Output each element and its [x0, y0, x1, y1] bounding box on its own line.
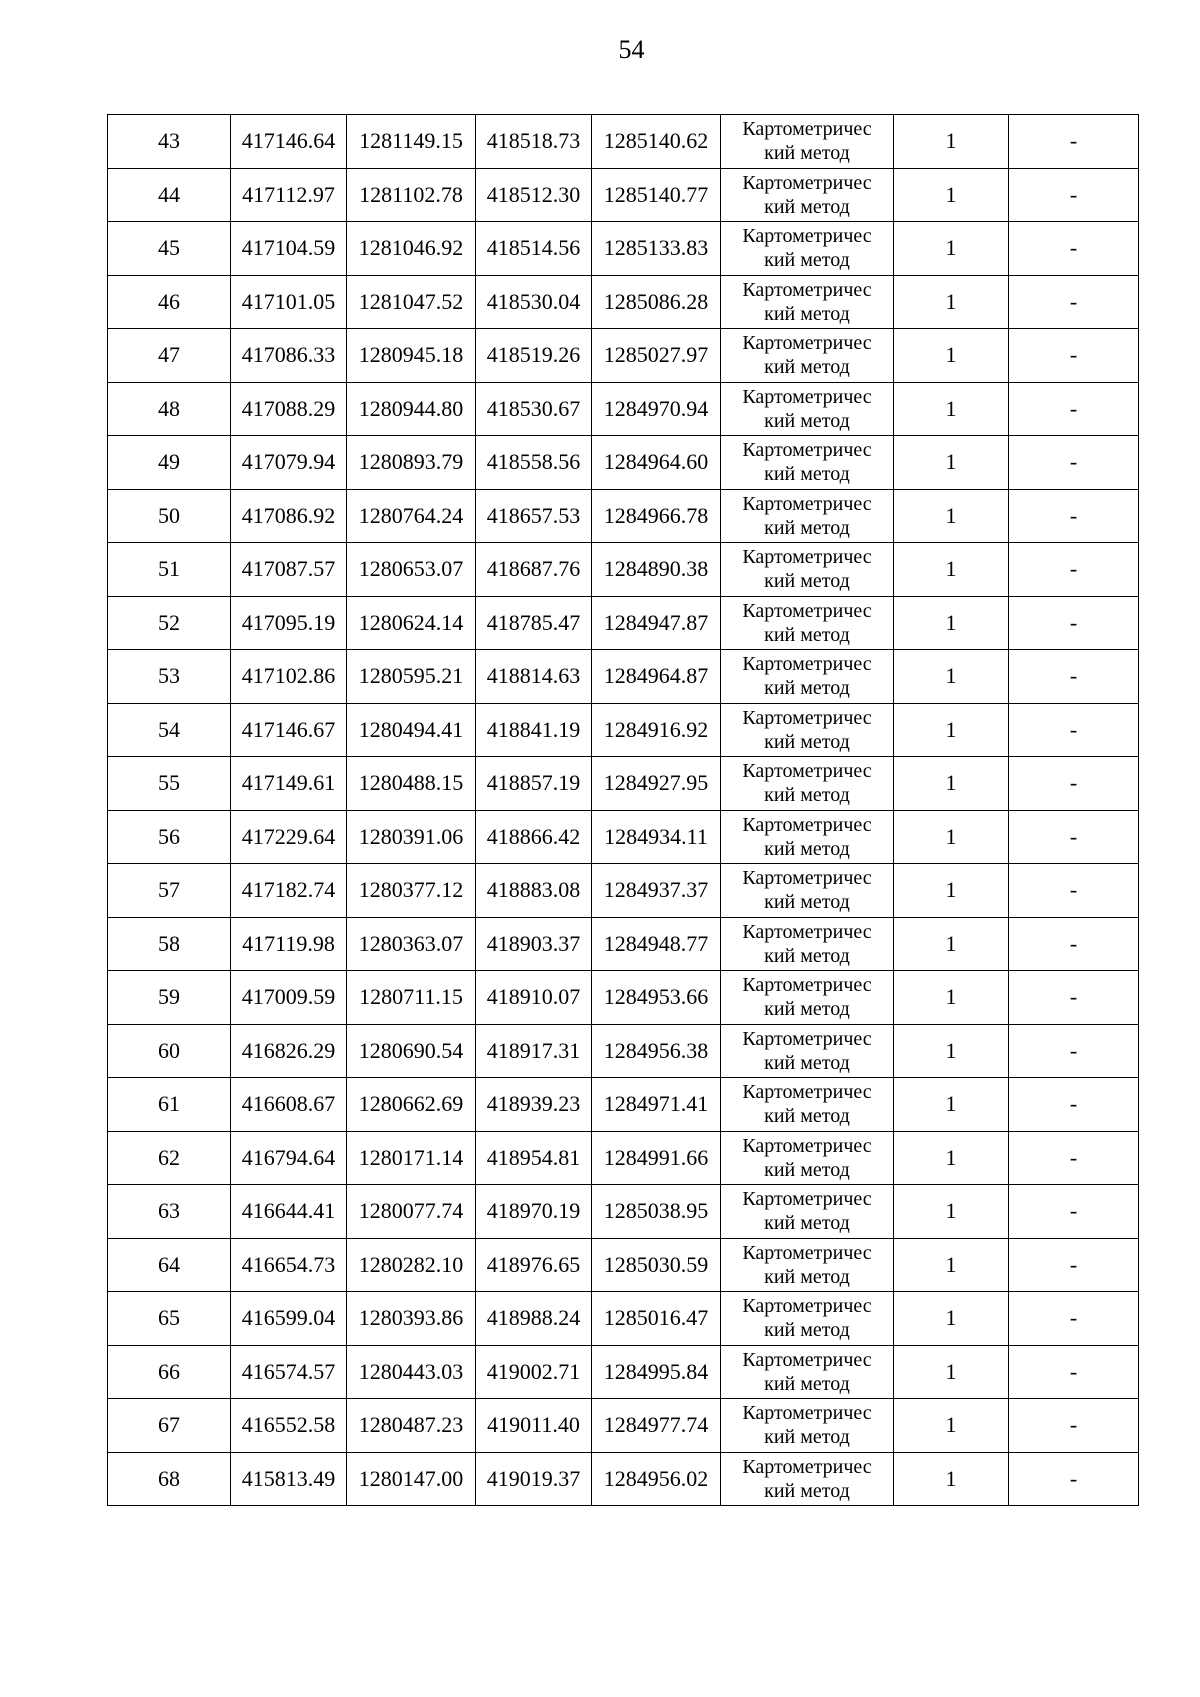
x1-cell: 417086.33	[231, 329, 347, 383]
note-cell: -	[1009, 757, 1139, 811]
y1-cell: 1280391.06	[347, 810, 476, 864]
y2-cell: 1284927.95	[592, 757, 721, 811]
x2-cell: 418939.23	[476, 1078, 592, 1132]
point-number-cell: 51	[108, 543, 231, 597]
method-line-2: кий метод	[764, 1158, 850, 1181]
note-cell: -	[1009, 917, 1139, 971]
method-line-2: кий метод	[764, 302, 850, 325]
method-line-1: Картометричес	[742, 1295, 872, 1318]
method-line-2: кий метод	[764, 891, 850, 914]
accuracy-cell: 1	[894, 543, 1009, 597]
x2-cell: 418785.47	[476, 596, 592, 650]
note-cell: -	[1009, 703, 1139, 757]
note-cell: -	[1009, 115, 1139, 169]
x1-cell: 417146.64	[231, 115, 347, 169]
method-line-2: кий метод	[764, 1319, 850, 1342]
y2-cell: 1285016.47	[592, 1292, 721, 1346]
method-line-1: Картометричес	[742, 492, 872, 515]
x1-cell: 417149.61	[231, 757, 347, 811]
y1-cell: 1280377.12	[347, 864, 476, 918]
note-cell: -	[1009, 1131, 1139, 1185]
accuracy-cell: 1	[894, 1024, 1009, 1078]
point-number-cell: 52	[108, 596, 231, 650]
x2-cell: 418970.19	[476, 1185, 592, 1239]
y2-cell: 1284916.92	[592, 703, 721, 757]
method-line-1: Картометричес	[742, 813, 872, 836]
y1-cell: 1280595.21	[347, 650, 476, 704]
table-row	[108, 275, 1139, 329]
coordinates-table	[107, 114, 1139, 1506]
y1-cell: 1280711.15	[347, 971, 476, 1025]
y1-cell: 1280282.10	[347, 1238, 476, 1292]
accuracy-cell: 1	[894, 382, 1009, 436]
note-cell: -	[1009, 864, 1139, 918]
method-line-1: Картометричес	[742, 706, 872, 729]
method-line-1: Картометричес	[742, 1348, 872, 1371]
accuracy-cell: 1	[894, 1238, 1009, 1292]
method-cell	[721, 489, 894, 543]
method-cell	[721, 650, 894, 704]
y2-cell: 1284956.02	[592, 1452, 721, 1506]
accuracy-cell: 1	[894, 757, 1009, 811]
y2-cell: 1284971.41	[592, 1078, 721, 1132]
y2-cell: 1284964.87	[592, 650, 721, 704]
method-line-2: кий метод	[764, 784, 850, 807]
y2-cell: 1284947.87	[592, 596, 721, 650]
method-line-1: Картометричес	[742, 974, 872, 997]
y2-cell: 1284977.74	[592, 1399, 721, 1453]
method-cell	[721, 329, 894, 383]
x2-cell: 418903.37	[476, 917, 592, 971]
note-cell: -	[1009, 1399, 1139, 1453]
x1-cell: 417146.67	[231, 703, 347, 757]
table-row	[108, 1024, 1139, 1078]
x2-cell: 418530.67	[476, 382, 592, 436]
y2-cell: 1284948.77	[592, 917, 721, 971]
accuracy-cell: 1	[894, 1452, 1009, 1506]
method-line-2: кий метод	[764, 944, 850, 967]
accuracy-cell: 1	[894, 596, 1009, 650]
method-line-2: кий метод	[764, 1479, 850, 1502]
x2-cell: 418841.19	[476, 703, 592, 757]
method-line-2: кий метод	[764, 356, 850, 379]
table-row	[108, 222, 1139, 276]
method-line-1: Картометричес	[742, 653, 872, 676]
method-cell	[721, 1452, 894, 1506]
table-row	[108, 1292, 1139, 1346]
x2-cell: 418814.63	[476, 650, 592, 704]
note-cell: -	[1009, 1024, 1139, 1078]
table-row	[108, 703, 1139, 757]
method-cell	[721, 1345, 894, 1399]
x1-cell: 417229.64	[231, 810, 347, 864]
table-row	[108, 1345, 1139, 1399]
y2-cell: 1284937.37	[592, 864, 721, 918]
table-row	[108, 810, 1139, 864]
accuracy-cell: 1	[894, 489, 1009, 543]
method-line-1: Картометричес	[742, 439, 872, 462]
x1-cell: 416599.04	[231, 1292, 347, 1346]
method-line-2: кий метод	[764, 463, 850, 486]
method-cell	[721, 864, 894, 918]
x2-cell: 419011.40	[476, 1399, 592, 1453]
x1-cell: 416644.41	[231, 1185, 347, 1239]
method-cell	[721, 971, 894, 1025]
method-cell	[721, 1078, 894, 1132]
y1-cell: 1281046.92	[347, 222, 476, 276]
y2-cell: 1284934.11	[592, 810, 721, 864]
x1-cell: 417095.19	[231, 596, 347, 650]
method-line-2: кий метод	[764, 837, 850, 860]
y2-cell: 1284995.84	[592, 1345, 721, 1399]
method-line-1: Картометричес	[742, 225, 872, 248]
method-line-2: кий метод	[764, 998, 850, 1021]
x1-cell: 416608.67	[231, 1078, 347, 1132]
table-row	[108, 596, 1139, 650]
method-cell	[721, 222, 894, 276]
y2-cell: 1284953.66	[592, 971, 721, 1025]
note-cell: -	[1009, 1238, 1139, 1292]
x1-cell: 417101.05	[231, 275, 347, 329]
y1-cell: 1280764.24	[347, 489, 476, 543]
method-line-1: Картометричес	[742, 1455, 872, 1478]
table-row	[108, 543, 1139, 597]
method-line-2: кий метод	[764, 677, 850, 700]
method-line-1: Картометричес	[742, 118, 872, 141]
method-line-2: кий метод	[764, 1372, 850, 1395]
table-row	[108, 436, 1139, 490]
note-cell: -	[1009, 275, 1139, 329]
x1-cell: 417086.92	[231, 489, 347, 543]
method-cell	[721, 1131, 894, 1185]
point-number-cell: 54	[108, 703, 231, 757]
x2-cell: 418657.53	[476, 489, 592, 543]
x2-cell: 418530.04	[476, 275, 592, 329]
x2-cell: 418954.81	[476, 1131, 592, 1185]
note-cell: -	[1009, 543, 1139, 597]
method-line-2: кий метод	[764, 623, 850, 646]
method-line-1: Картометричес	[742, 920, 872, 943]
y1-cell: 1280171.14	[347, 1131, 476, 1185]
x1-cell: 416794.64	[231, 1131, 347, 1185]
page-number: 54	[618, 35, 645, 64]
note-cell: -	[1009, 168, 1139, 222]
x1-cell: 417009.59	[231, 971, 347, 1025]
y2-cell: 1285140.77	[592, 168, 721, 222]
method-cell	[721, 810, 894, 864]
accuracy-cell: 1	[894, 168, 1009, 222]
x1-cell: 416574.57	[231, 1345, 347, 1399]
point-number-cell: 43	[108, 115, 231, 169]
x1-cell: 417087.57	[231, 543, 347, 597]
coordinates-table-body	[108, 115, 1139, 1506]
method-line-2: кий метод	[764, 730, 850, 753]
point-number-cell: 64	[108, 1238, 231, 1292]
point-number-cell: 58	[108, 917, 231, 971]
method-line-2: кий метод	[764, 195, 850, 218]
accuracy-cell: 1	[894, 864, 1009, 918]
x2-cell: 418883.08	[476, 864, 592, 918]
accuracy-cell: 1	[894, 222, 1009, 276]
accuracy-cell: 1	[894, 917, 1009, 971]
method-line-2: кий метод	[764, 570, 850, 593]
y2-cell: 1284966.78	[592, 489, 721, 543]
x2-cell: 418512.30	[476, 168, 592, 222]
x1-cell: 415813.49	[231, 1452, 347, 1506]
x2-cell: 418518.73	[476, 115, 592, 169]
x2-cell: 418857.19	[476, 757, 592, 811]
note-cell: -	[1009, 436, 1139, 490]
accuracy-cell: 1	[894, 1345, 1009, 1399]
method-line-1: Картометричес	[742, 1081, 872, 1104]
method-line-1: Картометричес	[742, 1402, 872, 1425]
x2-cell: 418687.76	[476, 543, 592, 597]
table-row	[108, 1238, 1139, 1292]
table-row	[108, 1185, 1139, 1239]
point-number-cell: 44	[108, 168, 231, 222]
y1-cell: 1280147.00	[347, 1452, 476, 1506]
table-row	[108, 1078, 1139, 1132]
method-cell	[721, 596, 894, 650]
x1-cell: 417102.86	[231, 650, 347, 704]
x1-cell: 416654.73	[231, 1238, 347, 1292]
accuracy-cell: 1	[894, 1399, 1009, 1453]
accuracy-cell: 1	[894, 650, 1009, 704]
method-cell	[721, 757, 894, 811]
accuracy-cell: 1	[894, 1131, 1009, 1185]
point-number-cell: 48	[108, 382, 231, 436]
method-line-1: Картометричес	[742, 1188, 872, 1211]
point-number-cell: 59	[108, 971, 231, 1025]
method-line-1: Картометричес	[742, 1027, 872, 1050]
note-cell: -	[1009, 1345, 1139, 1399]
x2-cell: 418988.24	[476, 1292, 592, 1346]
accuracy-cell: 1	[894, 1078, 1009, 1132]
method-cell	[721, 1024, 894, 1078]
point-number-cell: 68	[108, 1452, 231, 1506]
method-line-1: Картометричес	[742, 760, 872, 783]
method-line-2: кий метод	[764, 1265, 850, 1288]
y1-cell: 1280690.54	[347, 1024, 476, 1078]
method-line-1: Картометричес	[742, 332, 872, 355]
y1-cell: 1281102.78	[347, 168, 476, 222]
table-row	[108, 1399, 1139, 1453]
method-cell	[721, 917, 894, 971]
method-cell	[721, 1399, 894, 1453]
method-cell	[721, 436, 894, 490]
method-line-2: кий метод	[764, 1212, 850, 1235]
point-number-cell: 46	[108, 275, 231, 329]
point-number-cell: 61	[108, 1078, 231, 1132]
y1-cell: 1280624.14	[347, 596, 476, 650]
x2-cell: 418910.07	[476, 971, 592, 1025]
method-line-1: Картометричес	[742, 171, 872, 194]
method-line-2: кий метод	[764, 142, 850, 165]
y1-cell: 1280487.23	[347, 1399, 476, 1453]
note-cell: -	[1009, 329, 1139, 383]
x1-cell: 417119.98	[231, 917, 347, 971]
y2-cell: 1284956.38	[592, 1024, 721, 1078]
accuracy-cell: 1	[894, 1292, 1009, 1346]
y1-cell: 1280945.18	[347, 329, 476, 383]
note-cell: -	[1009, 810, 1139, 864]
method-cell	[721, 168, 894, 222]
method-cell	[721, 1185, 894, 1239]
x1-cell: 417104.59	[231, 222, 347, 276]
y2-cell: 1285038.95	[592, 1185, 721, 1239]
accuracy-cell: 1	[894, 971, 1009, 1025]
y2-cell: 1284991.66	[592, 1131, 721, 1185]
table-row	[108, 1131, 1139, 1185]
y1-cell: 1280494.41	[347, 703, 476, 757]
table-row	[108, 489, 1139, 543]
method-line-2: кий метод	[764, 409, 850, 432]
y2-cell: 1285030.59	[592, 1238, 721, 1292]
method-line-1: Картометричес	[742, 1241, 872, 1264]
x2-cell: 419019.37	[476, 1452, 592, 1506]
point-number-cell: 47	[108, 329, 231, 383]
y1-cell: 1280363.07	[347, 917, 476, 971]
method-line-2: кий метод	[764, 1105, 850, 1128]
point-number-cell: 67	[108, 1399, 231, 1453]
table-row	[108, 757, 1139, 811]
method-cell	[721, 115, 894, 169]
y1-cell: 1281149.15	[347, 115, 476, 169]
note-cell: -	[1009, 382, 1139, 436]
method-line-1: Картометричес	[742, 278, 872, 301]
method-cell	[721, 382, 894, 436]
table-row	[108, 1452, 1139, 1506]
y2-cell: 1284970.94	[592, 382, 721, 436]
y1-cell: 1280893.79	[347, 436, 476, 490]
method-cell	[721, 703, 894, 757]
x1-cell: 416826.29	[231, 1024, 347, 1078]
y2-cell: 1284964.60	[592, 436, 721, 490]
y2-cell: 1285140.62	[592, 115, 721, 169]
table-row	[108, 382, 1139, 436]
method-cell	[721, 275, 894, 329]
x1-cell: 417112.97	[231, 168, 347, 222]
y2-cell: 1284890.38	[592, 543, 721, 597]
point-number-cell: 56	[108, 810, 231, 864]
note-cell: -	[1009, 596, 1139, 650]
table-row	[108, 115, 1139, 169]
method-line-1: Картометричес	[742, 1134, 872, 1157]
point-number-cell: 50	[108, 489, 231, 543]
point-number-cell: 45	[108, 222, 231, 276]
method-line-1: Картометричес	[742, 546, 872, 569]
accuracy-cell: 1	[894, 1185, 1009, 1239]
accuracy-cell: 1	[894, 703, 1009, 757]
table-row	[108, 650, 1139, 704]
x2-cell: 419002.71	[476, 1345, 592, 1399]
accuracy-cell: 1	[894, 436, 1009, 490]
note-cell: -	[1009, 1185, 1139, 1239]
method-line-2: кий метод	[764, 516, 850, 539]
x1-cell: 417088.29	[231, 382, 347, 436]
x2-cell: 418519.26	[476, 329, 592, 383]
x2-cell: 418514.56	[476, 222, 592, 276]
note-cell: -	[1009, 1292, 1139, 1346]
point-number-cell: 63	[108, 1185, 231, 1239]
accuracy-cell: 1	[894, 115, 1009, 169]
table-row	[108, 971, 1139, 1025]
method-cell	[721, 1238, 894, 1292]
method-line-1: Картометричес	[742, 385, 872, 408]
y1-cell: 1280944.80	[347, 382, 476, 436]
point-number-cell: 66	[108, 1345, 231, 1399]
y1-cell: 1280662.69	[347, 1078, 476, 1132]
accuracy-cell: 1	[894, 329, 1009, 383]
method-line-1: Картометричес	[742, 867, 872, 890]
note-cell: -	[1009, 650, 1139, 704]
accuracy-cell: 1	[894, 810, 1009, 864]
note-cell: -	[1009, 1452, 1139, 1506]
note-cell: -	[1009, 222, 1139, 276]
accuracy-cell: 1	[894, 275, 1009, 329]
x1-cell: 417079.94	[231, 436, 347, 490]
y1-cell: 1280488.15	[347, 757, 476, 811]
y1-cell: 1281047.52	[347, 275, 476, 329]
point-number-cell: 57	[108, 864, 231, 918]
point-number-cell: 53	[108, 650, 231, 704]
y1-cell: 1280443.03	[347, 1345, 476, 1399]
y2-cell: 1285086.28	[592, 275, 721, 329]
table-row	[108, 864, 1139, 918]
note-cell: -	[1009, 489, 1139, 543]
y1-cell: 1280077.74	[347, 1185, 476, 1239]
method-line-2: кий метод	[764, 249, 850, 272]
table-row	[108, 329, 1139, 383]
x2-cell: 418866.42	[476, 810, 592, 864]
method-line-2: кий метод	[764, 1051, 850, 1074]
x2-cell: 418558.56	[476, 436, 592, 490]
y2-cell: 1285133.83	[592, 222, 721, 276]
point-number-cell: 55	[108, 757, 231, 811]
table-row	[108, 168, 1139, 222]
point-number-cell: 65	[108, 1292, 231, 1346]
y1-cell: 1280393.86	[347, 1292, 476, 1346]
x1-cell: 416552.58	[231, 1399, 347, 1453]
point-number-cell: 62	[108, 1131, 231, 1185]
y2-cell: 1285027.97	[592, 329, 721, 383]
note-cell: -	[1009, 971, 1139, 1025]
point-number-cell: 60	[108, 1024, 231, 1078]
method-line-2: кий метод	[764, 1426, 850, 1449]
method-cell	[721, 1292, 894, 1346]
x2-cell: 418976.65	[476, 1238, 592, 1292]
x1-cell: 417182.74	[231, 864, 347, 918]
y1-cell: 1280653.07	[347, 543, 476, 597]
x2-cell: 418917.31	[476, 1024, 592, 1078]
table-row	[108, 917, 1139, 971]
point-number-cell: 49	[108, 436, 231, 490]
note-cell: -	[1009, 1078, 1139, 1132]
method-cell	[721, 543, 894, 597]
method-line-1: Картометричес	[742, 599, 872, 622]
